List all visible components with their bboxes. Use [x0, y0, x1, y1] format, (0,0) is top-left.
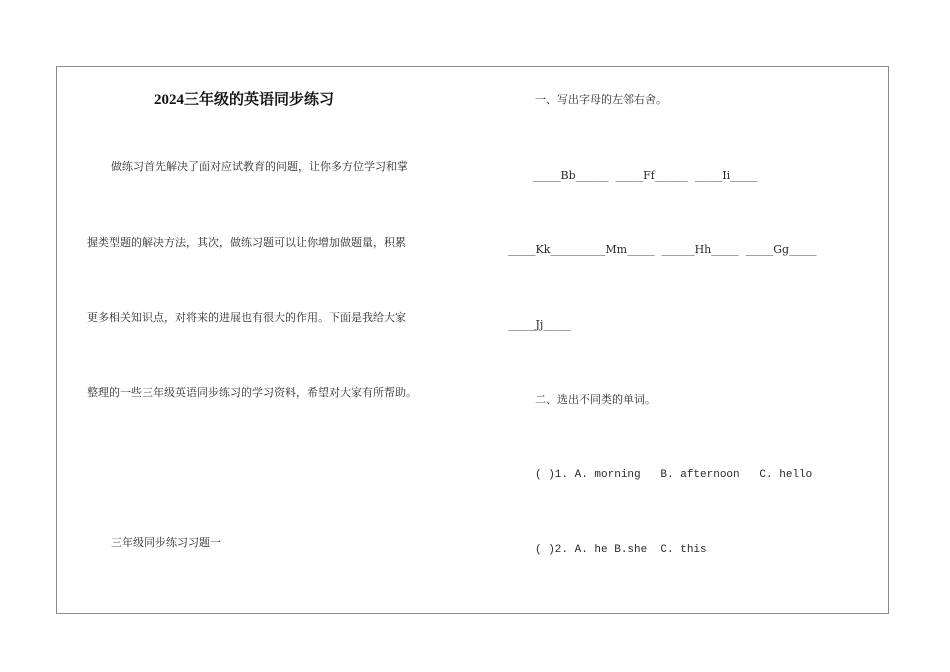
intro-line-4: 整理的一些三年级英语同步练习的学习资料，希望对大家有所帮助。: [87, 386, 417, 399]
question-2: ( )2. A. he B.she C. this: [535, 544, 707, 556]
letter-row-3: _____Jj_____: [508, 318, 571, 331]
page-frame: [56, 66, 889, 614]
question-1: ( )1. A. morning B. afternoon C. hello: [535, 469, 813, 481]
intro-line-3: 更多相关知识点，对将来的进展也有很大的作用。下面是我给大家: [87, 311, 406, 324]
letter-row-2: _____Kk__________Mm_____ ______Hh_____ _____Gg_____: [508, 243, 817, 256]
document-title: 2024三年级的英语同步练习: [154, 92, 335, 108]
section-heading: 三年级同步练习习题一: [111, 536, 221, 549]
intro-line-1: 做练习首先解决了面对应试教育的问题，让你多方位学习和掌: [111, 160, 408, 173]
intro-line-2: 握类型题的解决方法，其次，做练习题可以让你增加做题量，积累: [87, 236, 406, 249]
part1-heading: 一、写出字母的左邻右舍。: [535, 93, 667, 106]
letter-row-1: _____Bb______ _____Ff______ _____Ii_____: [533, 169, 758, 182]
part2-heading: 二、选出不同类的单词。: [535, 393, 656, 406]
